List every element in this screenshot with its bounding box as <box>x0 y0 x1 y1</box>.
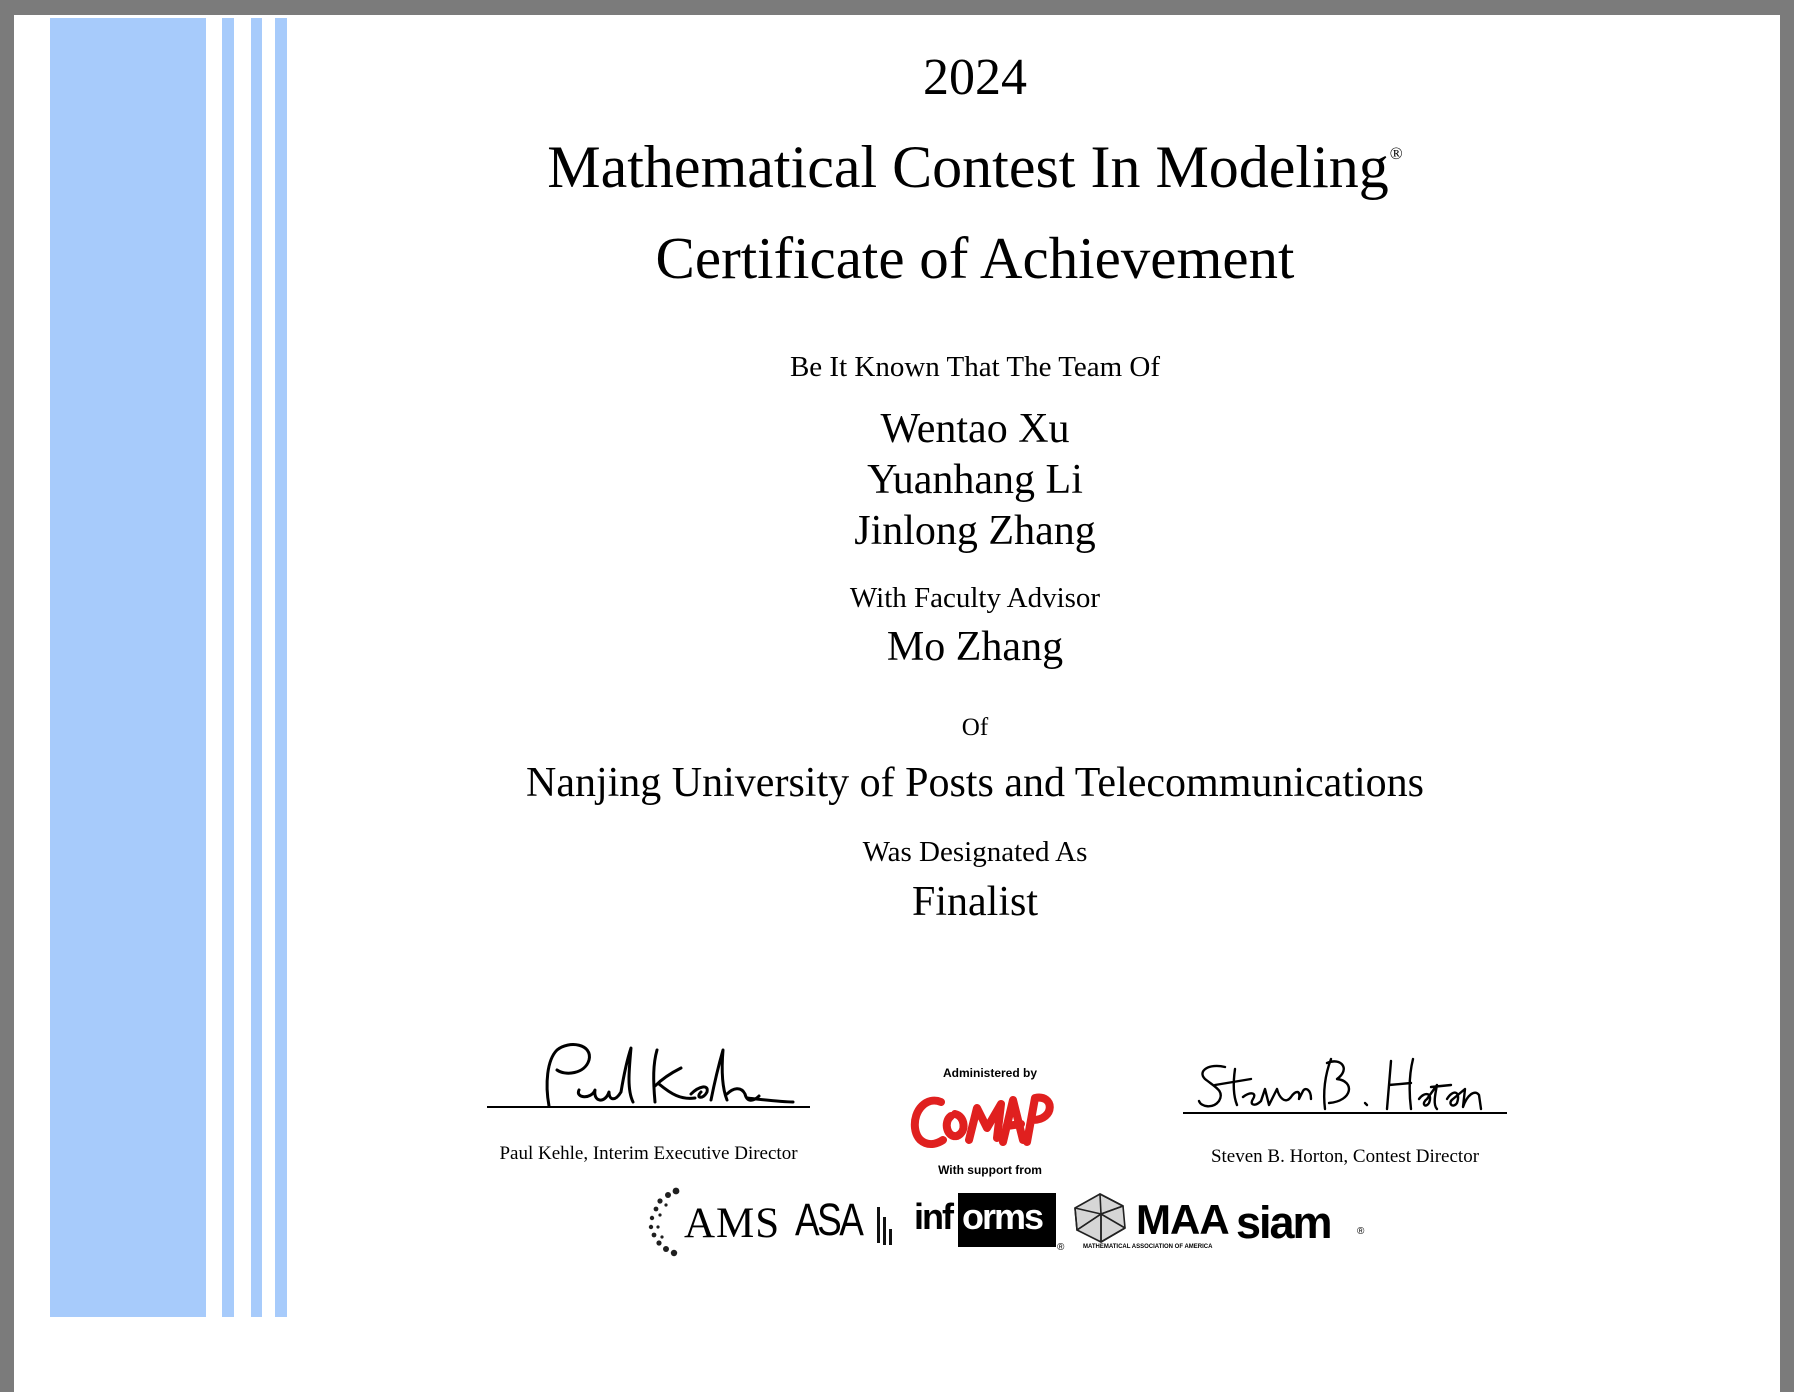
maa-logo: MAA <box>1136 1196 1229 1243</box>
asa-logo-bars-icon <box>875 1203 895 1247</box>
maa-logo-subtitle: MATHEMATICAL ASSOCIATION OF AMERICA <box>1083 1244 1213 1250</box>
decorative-stripe-thin <box>275 18 287 1317</box>
informs-logo <box>914 1193 1056 1247</box>
of-label: Of <box>961 714 989 741</box>
institution-name: Nanjing University of Posts and Telecommunications <box>526 760 1424 806</box>
registered-mark: ® <box>1357 1226 1365 1237</box>
intro-line: Be It Known That The Team Of <box>789 351 1161 383</box>
certificate-year: 2024 <box>923 49 1027 106</box>
siam-logo: siam <box>1236 1197 1331 1248</box>
signature-steven-horton <box>1195 1055 1515 1125</box>
certificate-subtitle: Certificate of Achievement <box>655 225 1295 291</box>
team-member: Wentao Xu <box>880 406 1070 452</box>
comap-logo <box>907 1082 1057 1158</box>
informs-logo-suffix: orms <box>962 1196 1043 1237</box>
asa-logo: ASA <box>795 1194 862 1245</box>
signature-paul-kehle <box>535 1040 795 1120</box>
decorative-stripe-thin <box>222 18 234 1317</box>
contest-title <box>450 134 1500 200</box>
signature-line-left <box>487 1106 810 1108</box>
support-label: With support from <box>938 1163 1042 1177</box>
advisor-label: With Faculty Advisor <box>849 582 1101 614</box>
informs-logo-prefix: inf <box>914 1196 952 1237</box>
certificate-page <box>14 15 1780 1392</box>
decorative-stripe-thin <box>251 18 262 1317</box>
ams-logo-dots-icon <box>646 1185 686 1257</box>
team-member: Jinlong Zhang <box>854 508 1096 554</box>
signatory-caption-right: Steven B. Horton, Contest Director <box>1210 1146 1480 1167</box>
advisor-name: Mo Zhang <box>886 624 1064 670</box>
designation-label: Was Designated As <box>862 836 1088 868</box>
maa-logo-polyhedron-icon <box>1071 1192 1129 1244</box>
signatory-caption-left: Paul Kehle, Interim Executive Director <box>499 1143 798 1164</box>
registered-mark: ® <box>1057 1242 1065 1253</box>
administered-by-label: Administered by <box>942 1066 1038 1080</box>
award-designation: Finalist <box>911 879 1039 925</box>
registered-mark: ® <box>1389 144 1403 163</box>
contest-name: Mathematical Contest In Modeling <box>547 134 1389 200</box>
signature-line-right <box>1183 1112 1507 1114</box>
decorative-stripe-wide <box>50 18 206 1317</box>
team-member: Yuanhang Li <box>867 457 1083 503</box>
ams-logo: AMS <box>684 1200 781 1247</box>
